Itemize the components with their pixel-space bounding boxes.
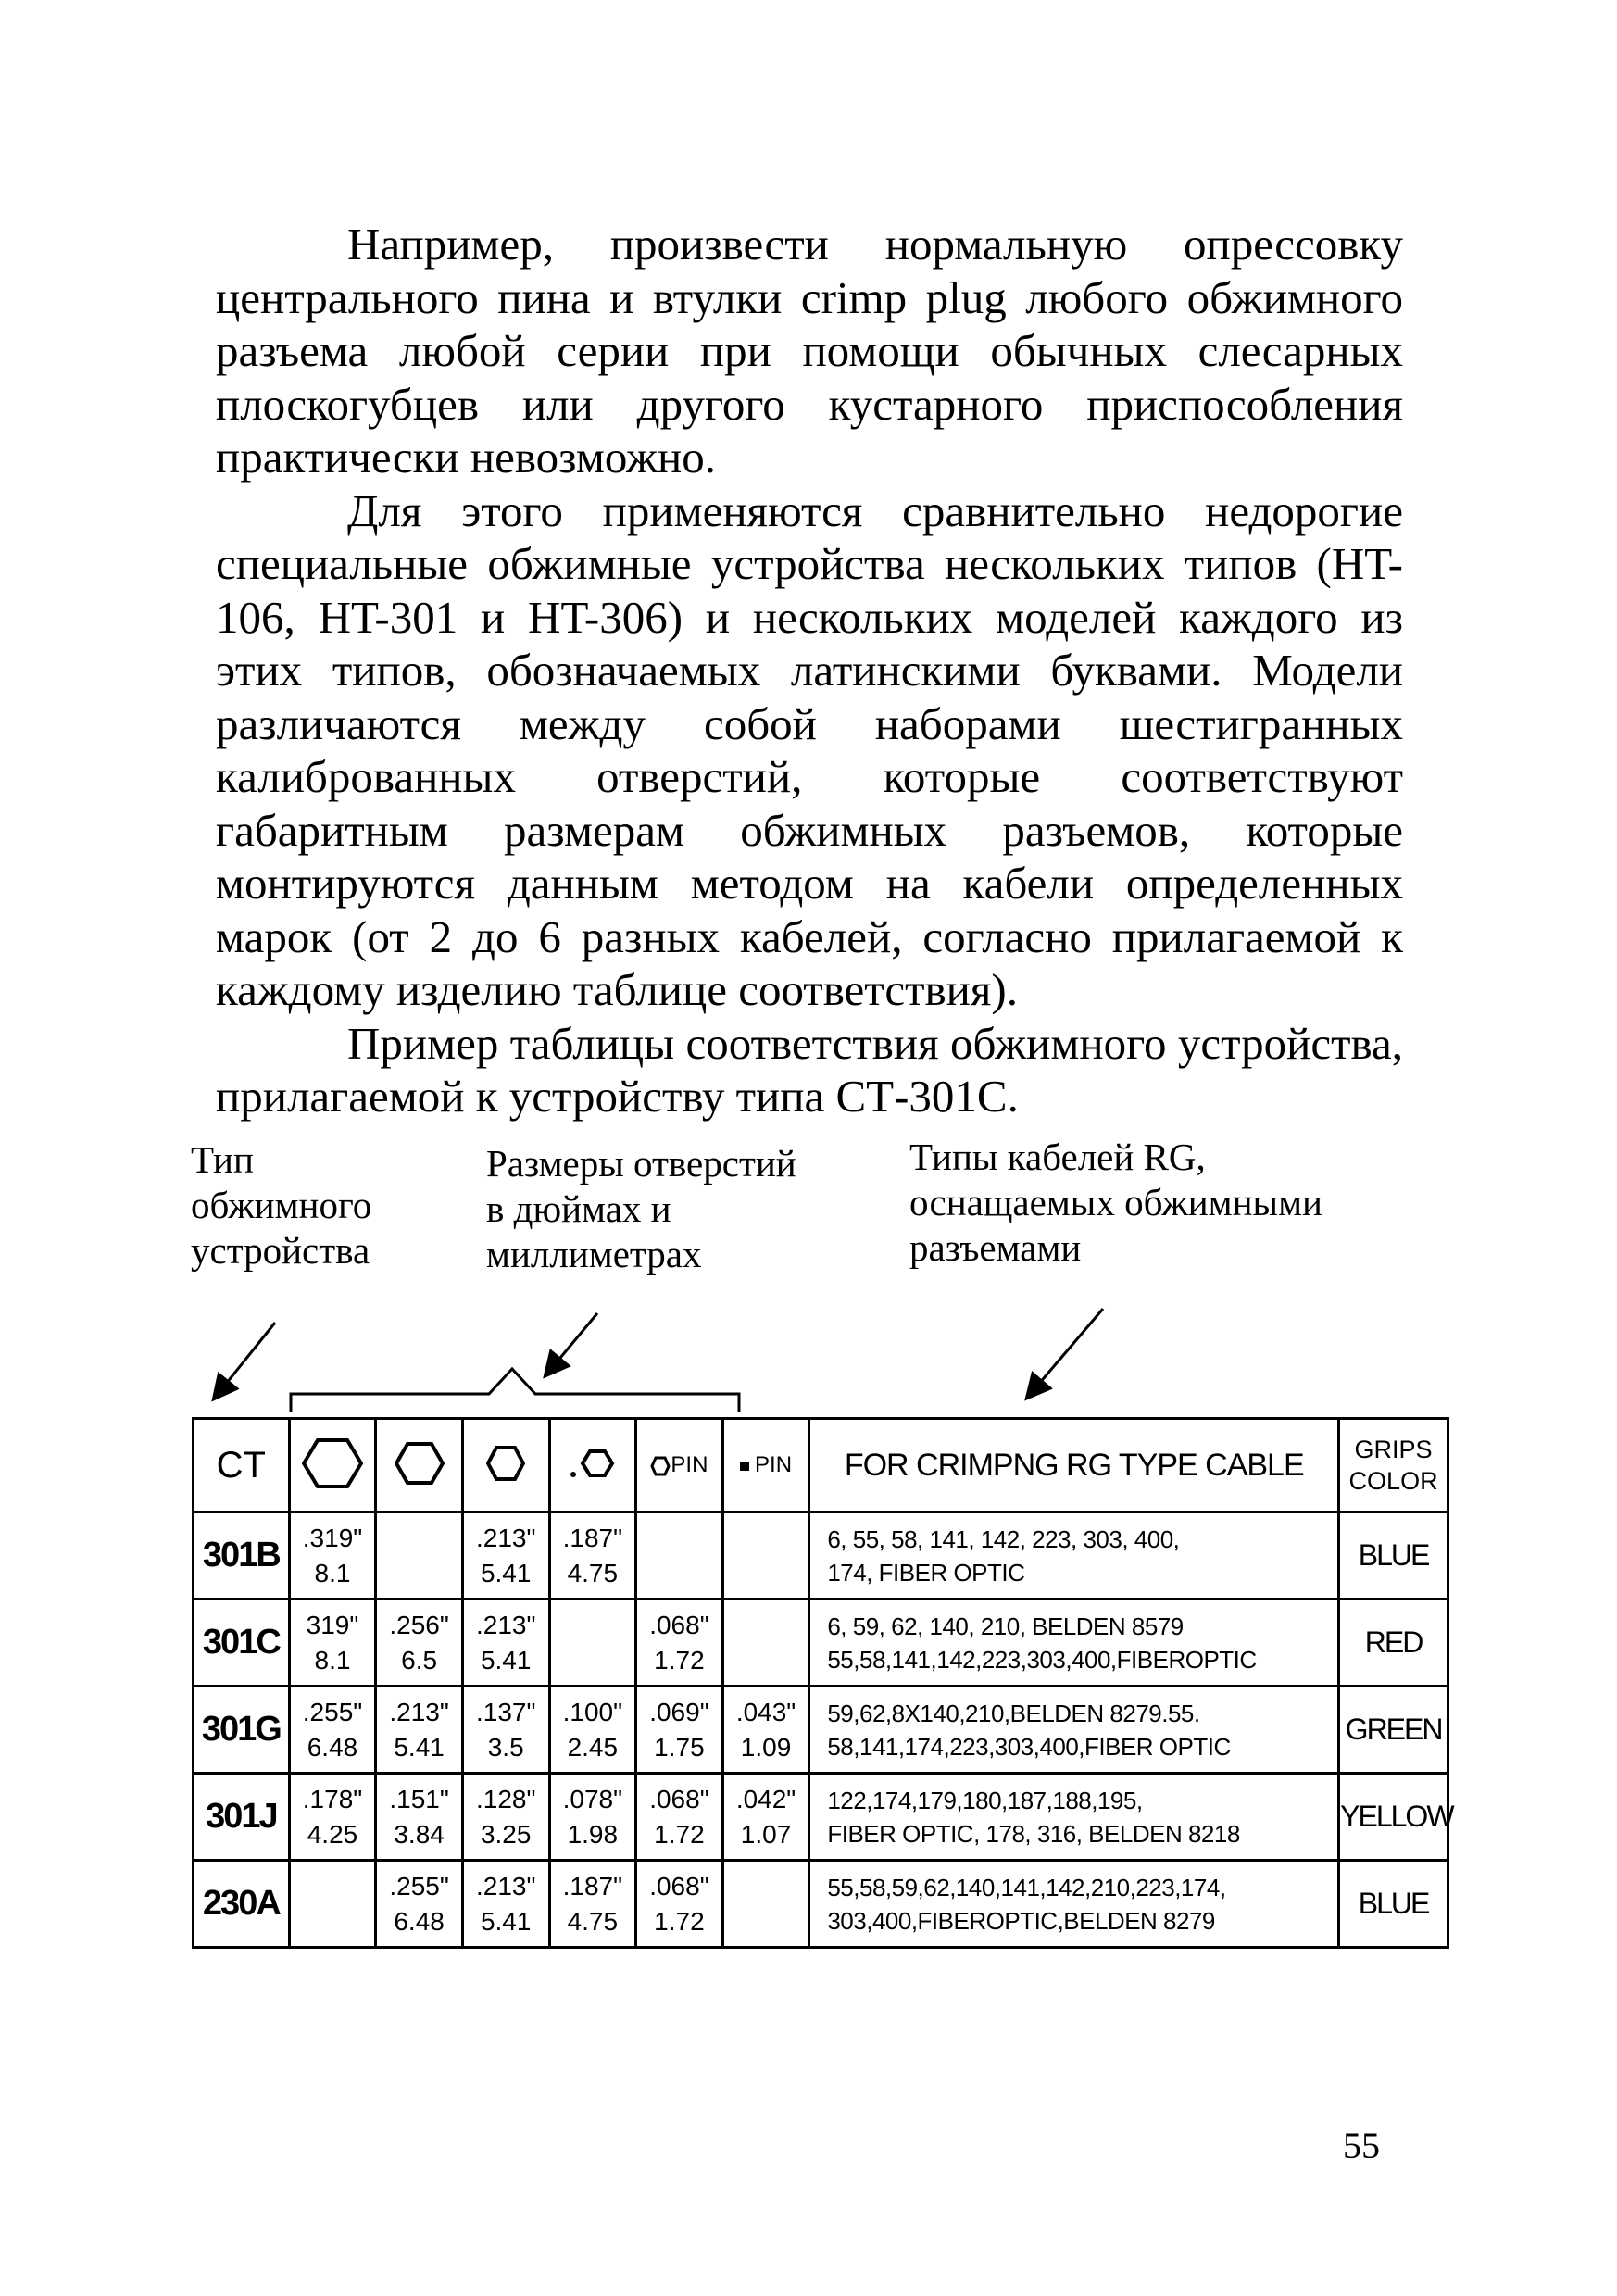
size-millimeters: 1.72 (654, 1645, 705, 1675)
label-hole-sizes: Размеры отверстий в дюймах и миллиметрах (486, 1142, 796, 1275)
size-cell (289, 1600, 376, 1687)
crimp-tool-table (192, 1417, 1453, 1949)
size-inches: 319" (306, 1610, 359, 1639)
size-millimeters: 5.41 (480, 1906, 532, 1936)
size-cell (549, 1600, 636, 1687)
grips-color-cell: YELLOW (1339, 1774, 1448, 1861)
cable-list-cell (809, 1861, 1339, 1948)
cable-list-line: 122,174,179,180,187,188,195, (827, 1786, 1143, 1814)
size-millimeters: 6.48 (394, 1906, 445, 1936)
size-millimeters: 5.41 (480, 1645, 532, 1675)
size-millimeters: 4.75 (567, 1906, 619, 1936)
size-cell (722, 1861, 809, 1948)
size-cell (376, 1861, 463, 1948)
size-cell (549, 1861, 636, 1948)
size-inches: .213" (475, 1871, 536, 1901)
arrow-to-size-columns (546, 1313, 597, 1374)
grips-color-cell: BLUE (1339, 1861, 1448, 1948)
size-inches: .213" (389, 1697, 449, 1726)
cable-list-line: 6, 59, 62, 140, 210, BELDEN 8579 (827, 1612, 1184, 1640)
size-millimeters: 8.1 (314, 1645, 351, 1675)
size-inches: .137" (475, 1697, 536, 1726)
size-millimeters: 3.84 (394, 1819, 445, 1849)
size-columns-bracket (291, 1369, 739, 1412)
arrow-to-cable-column (1028, 1309, 1103, 1397)
size-millimeters: 1.72 (654, 1906, 705, 1936)
size-inches: .042" (735, 1784, 796, 1813)
table-header-row (194, 1419, 1448, 1512)
size-millimeters: 5.41 (394, 1732, 445, 1762)
size-inches: .100" (562, 1697, 623, 1726)
size-cell (462, 1774, 549, 1861)
arrow-to-ct-column (215, 1323, 275, 1398)
size-millimeters: 6.48 (307, 1732, 358, 1762)
size-millimeters: 3.25 (480, 1819, 532, 1849)
size-cell (462, 1512, 549, 1600)
table-row (194, 1774, 1448, 1861)
paragraph-1: Например, произвести нормальную опрессовку центрального пина и втулки crimp plug любого обжимного разъема любой серии при помощи обычных слесарных плоскогубцев или другого кустарного приспособления практически невозможно. (216, 219, 1403, 483)
size-cell (376, 1600, 463, 1687)
cable-list-cell (809, 1774, 1339, 1861)
size-millimeters: 4.75 (567, 1558, 619, 1587)
size-inches: .068" (649, 1784, 709, 1813)
header-grips-line2: COLOR (1348, 1467, 1438, 1495)
size-cell (376, 1687, 463, 1774)
size-inches: .178" (302, 1784, 363, 1813)
model-cell: 301G (194, 1687, 290, 1774)
size-cell (636, 1861, 723, 1948)
size-inches: .068" (649, 1871, 709, 1901)
header-opin-label: PIN (671, 1452, 708, 1477)
paragraph-2: Для этого применяются сравнительно недорогие специальные обжимные устройства нескольких типов (HT-106, HT-301 и HT-306) и нескольких моделей каждого из этих типов, обозначаемых латинскими буквами. Модели различаются между собой наборами шестигранных калиброванных отверстий, которые соответствуют габаритным размерам обжимных разъемов, которые монтируются данным методом на кабели определенных марок (от 2 до 6 разных кабелей, согласно прилагаемой к каждому изделию таблице соответствия). (216, 484, 1403, 1015)
size-cell (722, 1774, 809, 1861)
size-millimeters: 8.1 (314, 1558, 351, 1587)
label-cable-types: Типы кабелей RG, оснащаемых обжимными разъемами (909, 1135, 1322, 1269)
size-cell (289, 1774, 376, 1861)
size-millimeters: 1.98 (567, 1819, 619, 1849)
size-cell (722, 1600, 809, 1687)
size-cell (722, 1512, 809, 1600)
size-cell (289, 1687, 376, 1774)
header-grips-color (1339, 1419, 1448, 1512)
size-millimeters: 4.25 (307, 1819, 358, 1849)
size-cell (462, 1861, 549, 1948)
size-inches: .187" (562, 1871, 623, 1901)
body-text (216, 218, 1403, 1123)
size-millimeters: 6.5 (401, 1645, 438, 1675)
size-inches: .319" (302, 1523, 363, 1552)
cable-list-line: 58,141,174,223,303,400,FIBER OPTIC (827, 1732, 1231, 1761)
paragraph-3: Пример таблицы соответствия обжимного устройства, прилагаемой к устройству типа СТ-301С. (216, 1017, 1403, 1122)
hexagon-small-icon (462, 1419, 549, 1512)
hexagon-large-icon (289, 1419, 376, 1512)
size-inches: .151" (389, 1784, 449, 1813)
open-pin-icon (650, 1456, 671, 1476)
size-cell (636, 1774, 723, 1861)
header-pin-label: PIN (755, 1452, 793, 1477)
cable-list-line: 174, FIBER OPTIC (827, 1558, 1025, 1587)
size-cell (289, 1512, 376, 1600)
size-inches: .255" (389, 1871, 449, 1901)
cable-list-line: 303,400,FIBEROPTIC,BELDEN 8279 (827, 1906, 1215, 1935)
size-cell (376, 1512, 463, 1600)
table-row (194, 1687, 1448, 1774)
size-inches: .043" (735, 1697, 796, 1726)
label-crimper-type: Тип обжимного устройства (191, 1138, 372, 1272)
size-millimeters: 1.75 (654, 1732, 705, 1762)
size-cell (722, 1687, 809, 1774)
cable-list-cell (809, 1687, 1339, 1774)
cable-list-line: FIBER OPTIC, 178, 316, BELDEN 8218 (827, 1819, 1240, 1848)
size-cell (636, 1687, 723, 1774)
size-inches: .078" (562, 1784, 623, 1813)
size-inches: .068" (649, 1610, 709, 1639)
header-pin-open (636, 1419, 723, 1512)
size-millimeters: 1.07 (740, 1819, 792, 1849)
model-cell: 230A (194, 1861, 290, 1948)
size-millimeters: 3.5 (487, 1732, 524, 1762)
size-millimeters: 2.45 (567, 1732, 619, 1762)
header-pin-solid (722, 1419, 809, 1512)
size-millimeters: 5.41 (480, 1558, 532, 1587)
header-grips-line1: GRIPS (1354, 1436, 1433, 1463)
table-row (194, 1512, 1448, 1600)
size-cell (549, 1774, 636, 1861)
header-cable-types: FOR CRIMPNG RG TYPE CABLE (809, 1419, 1339, 1512)
cable-list-cell (809, 1600, 1339, 1687)
size-cell (462, 1687, 549, 1774)
cable-list-line: 59,62,8X140,210,BELDEN 8279.55. (827, 1699, 1200, 1727)
size-cell (289, 1861, 376, 1948)
size-millimeters: 1.72 (654, 1819, 705, 1849)
size-millimeters: 1.09 (740, 1732, 792, 1762)
model-cell: 301B (194, 1512, 290, 1600)
header-ct: CT (194, 1419, 290, 1512)
grips-color-cell: RED (1339, 1600, 1448, 1687)
size-inches: .213" (475, 1523, 536, 1552)
size-inches: .255" (302, 1697, 363, 1726)
grips-color-cell: GREEN (1339, 1687, 1448, 1774)
cable-list-cell (809, 1512, 1339, 1600)
size-inches: .128" (475, 1784, 536, 1813)
size-inches: .069" (649, 1697, 709, 1726)
size-inches: .213" (475, 1610, 536, 1639)
grips-color-cell: BLUE (1339, 1512, 1448, 1600)
cable-list-line: 55,58,59,62,140,141,142,210,223,174, (827, 1873, 1226, 1901)
size-cell (549, 1512, 636, 1600)
cable-list-line: 55,58,141,142,223,303,400,FIBEROPTIC (827, 1645, 1257, 1674)
size-cell (376, 1774, 463, 1861)
hexagon-tiny-icon (549, 1419, 636, 1512)
size-inches: .187" (562, 1523, 623, 1552)
cable-list-line: 6, 55, 58, 141, 142, 223, 303, 400, (827, 1524, 1180, 1553)
size-cell (462, 1600, 549, 1687)
page-number: 55 (1343, 2125, 1380, 2166)
hexagon-medium-icon (376, 1419, 463, 1512)
size-cell (636, 1600, 723, 1687)
table-row (194, 1600, 1448, 1687)
table-row (194, 1861, 1448, 1948)
solid-pin-icon (740, 1462, 749, 1471)
model-cell: 301J (194, 1774, 290, 1861)
model-cell: 301C (194, 1600, 290, 1687)
size-cell (549, 1687, 636, 1774)
size-inches: .256" (389, 1610, 449, 1639)
size-cell (636, 1512, 723, 1600)
